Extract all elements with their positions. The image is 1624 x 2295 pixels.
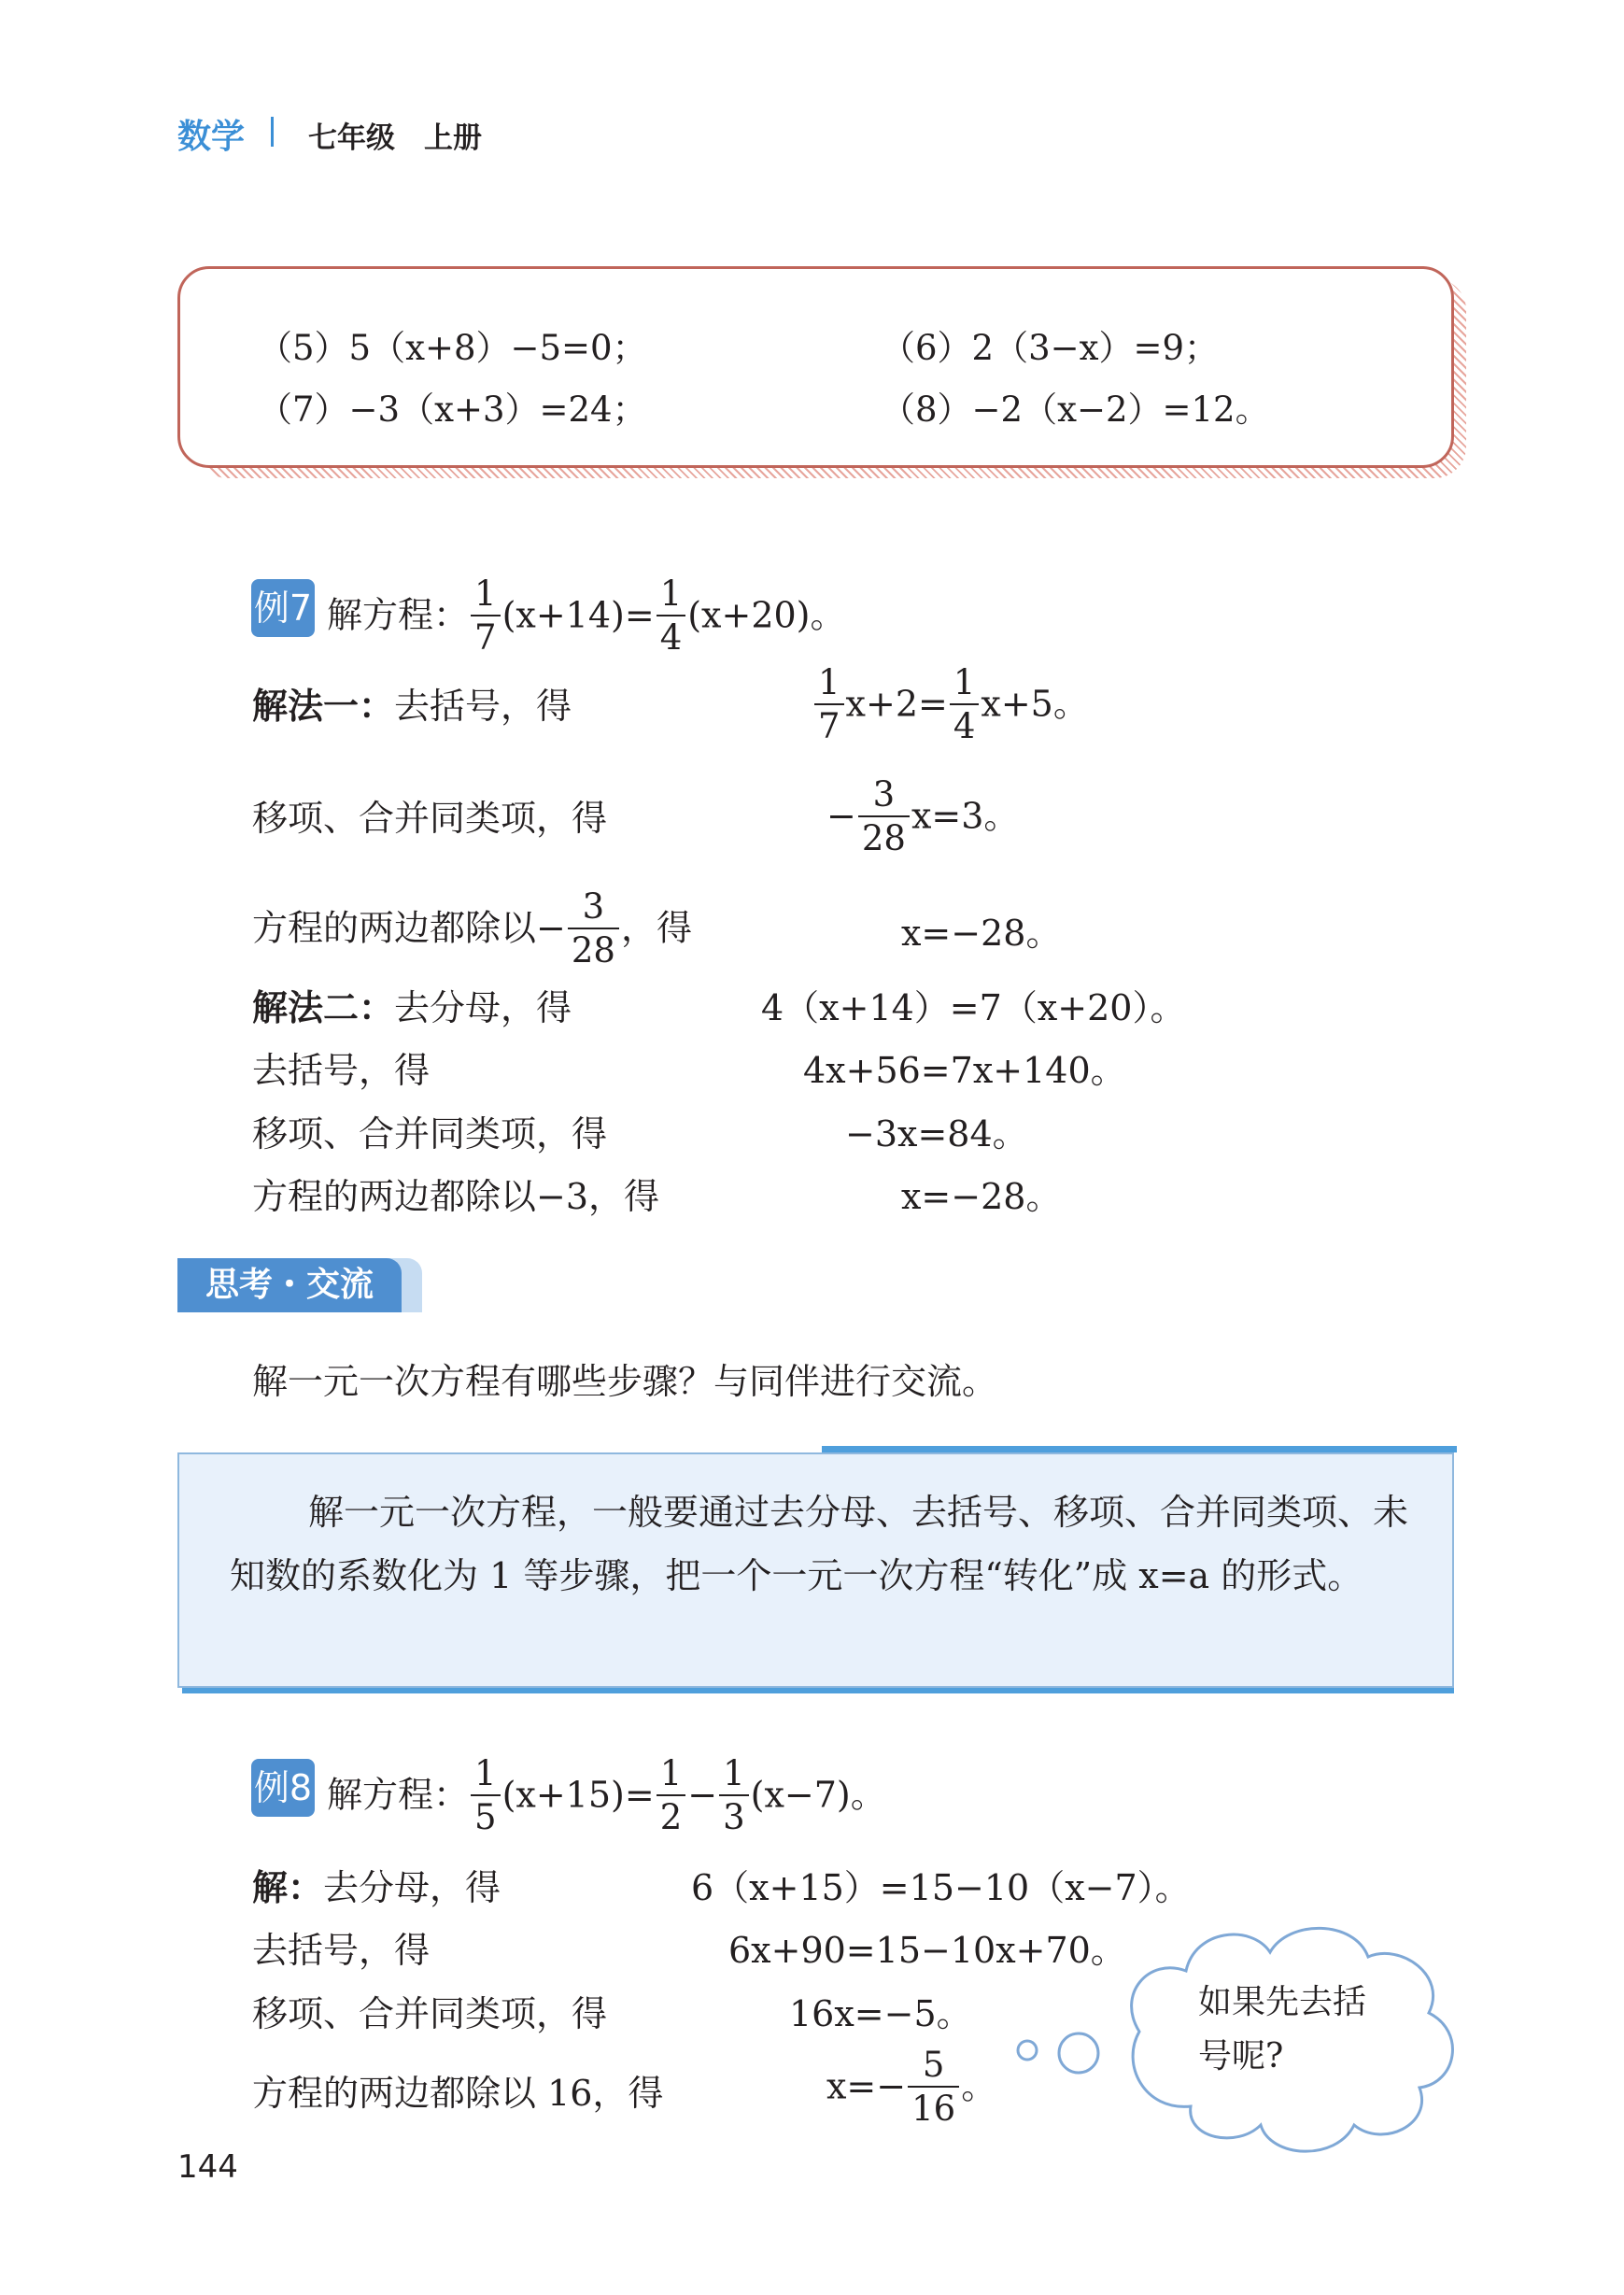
example-8-badge: 例8 — [251, 1759, 315, 1817]
example-7-badge: 例7 — [251, 579, 315, 637]
example-8-step-3-eq: 16x=−5。 — [789, 1993, 972, 2034]
page-number: 144 — [177, 2148, 238, 2186]
fraction: $\frac{1}{4}$ — [950, 665, 980, 744]
think-question: 解一元一次方程有哪些步骤？与同伴进行交流。 — [252, 1361, 998, 1402]
method-2-step-3: 移项、合并同类项，得 — [252, 1113, 608, 1155]
fraction: $\frac{3}{28}$ — [568, 889, 619, 968]
equation-part: 。 — [961, 2065, 997, 2107]
equation-part: x=3。 — [911, 795, 1020, 837]
exercise-6: （6）2（3−x）=9； — [881, 328, 1220, 368]
example-7-prompt: 解方程： — [327, 594, 470, 636]
method-1-step-3-eq: x=−28。 — [901, 913, 1062, 954]
fraction: $\frac{1}{2}$ — [657, 1756, 686, 1835]
fraction: $\frac{1}{3}$ — [719, 1756, 749, 1835]
summary-top-bar — [822, 1446, 1457, 1452]
equation-part: x=− — [826, 2065, 907, 2107]
example-8-step-4-eq — [826, 2044, 997, 2129]
method-1-step-1 — [252, 677, 572, 729]
method-2-step-1 — [252, 979, 572, 1030]
solution-label: 解： — [252, 1867, 324, 1908]
fraction: $\frac{1}{7}$ — [814, 665, 844, 744]
fraction: $\frac{5}{16}$ — [908, 2047, 959, 2126]
example-8-prompt: 解方程： — [327, 1774, 470, 1816]
equation-part: − — [536, 907, 566, 949]
method-2-label: 解法二： — [252, 987, 395, 1028]
method-1-step-2-eq — [826, 773, 1020, 858]
method-1-step-3 — [252, 885, 692, 970]
example-8-step-2: 去括号，得 — [252, 1930, 431, 1971]
fraction: $\frac{1}{7}$ — [471, 576, 501, 655]
step-text: 去分母，得 — [394, 987, 572, 1028]
equation-part: (x+15)= — [501, 1774, 655, 1816]
equation-part: (x−7)。 — [750, 1774, 886, 1816]
header-grade: 七年级 上册 — [308, 121, 482, 155]
think-exchange-tag: 思考・交流 — [177, 1258, 402, 1312]
example-7-problem — [327, 573, 846, 658]
equation-part: (x+20)。 — [687, 594, 846, 636]
example-8-step-1 — [252, 1859, 501, 1910]
example-8-step-1-eq: 6（x+15）=15−10（x−7）。 — [691, 1867, 1191, 1908]
step-text: 去分母，得 — [323, 1867, 501, 1908]
header-subject: 数学 — [177, 118, 246, 156]
example-8-step-4: 方程的两边都除以 16，得 — [252, 2073, 664, 2114]
header-divider — [271, 117, 274, 147]
fraction: $\frac{1}{4}$ — [657, 576, 686, 655]
equation-part: x+2= — [845, 683, 948, 725]
fraction: $\frac{3}{28}$ — [858, 777, 910, 856]
method-2-step-4-eq: x=−28。 — [901, 1176, 1062, 1217]
method-2-step-2-eq: 4x+56=7x+140。 — [803, 1050, 1126, 1091]
equation-part: x+5。 — [981, 683, 1089, 725]
method-2-step-2: 去括号，得 — [252, 1050, 431, 1091]
step-text: 去括号，得 — [394, 686, 572, 727]
method-2-step-3-eq: −3x=84。 — [845, 1113, 1028, 1155]
method-1-label: 解法一： — [252, 686, 395, 727]
equation-part: − — [826, 795, 856, 837]
equation-part: − — [687, 1774, 718, 1816]
example-8-problem — [327, 1752, 886, 1837]
method-2-step-4: 方程的两边都除以−3，得 — [252, 1176, 660, 1217]
step-text: 方程的两边都除以 — [252, 907, 537, 949]
step-text: ，得 — [620, 907, 692, 949]
method-1-step-1-eq — [812, 661, 1089, 746]
example-8-step-3: 移项、合并同类项，得 — [252, 1993, 608, 2034]
exercise-8: （8）−2（x−2）=12。 — [881, 390, 1270, 430]
exercise-7: （7）−3（x+3）=24； — [258, 390, 647, 430]
method-1-step-2: 移项、合并同类项，得 — [252, 798, 608, 839]
example-8-step-2-eq: 6x+90=15−10x+70。 — [728, 1930, 1126, 1971]
summary-text: 解一元一次方程，一般要通过去分母、去括号、移项、合并同类项、未知数的系数化为 1 等步骤，把一个一元一次方程“转化”成 x=a 的形式。 — [230, 1492, 1409, 1596]
summary-bottom-bar — [182, 1688, 1454, 1693]
exercise-5: （5）5（x+8）−5=0； — [258, 328, 647, 368]
fraction: $\frac{1}{5}$ — [471, 1756, 501, 1835]
equation-part: (x+14)= — [501, 594, 655, 636]
thought-cloud-text: 如果先去括号呢? — [1198, 1983, 1367, 2075]
method-2-step-1-eq: 4（x+14）=7（x+20）。 — [761, 987, 1186, 1028]
